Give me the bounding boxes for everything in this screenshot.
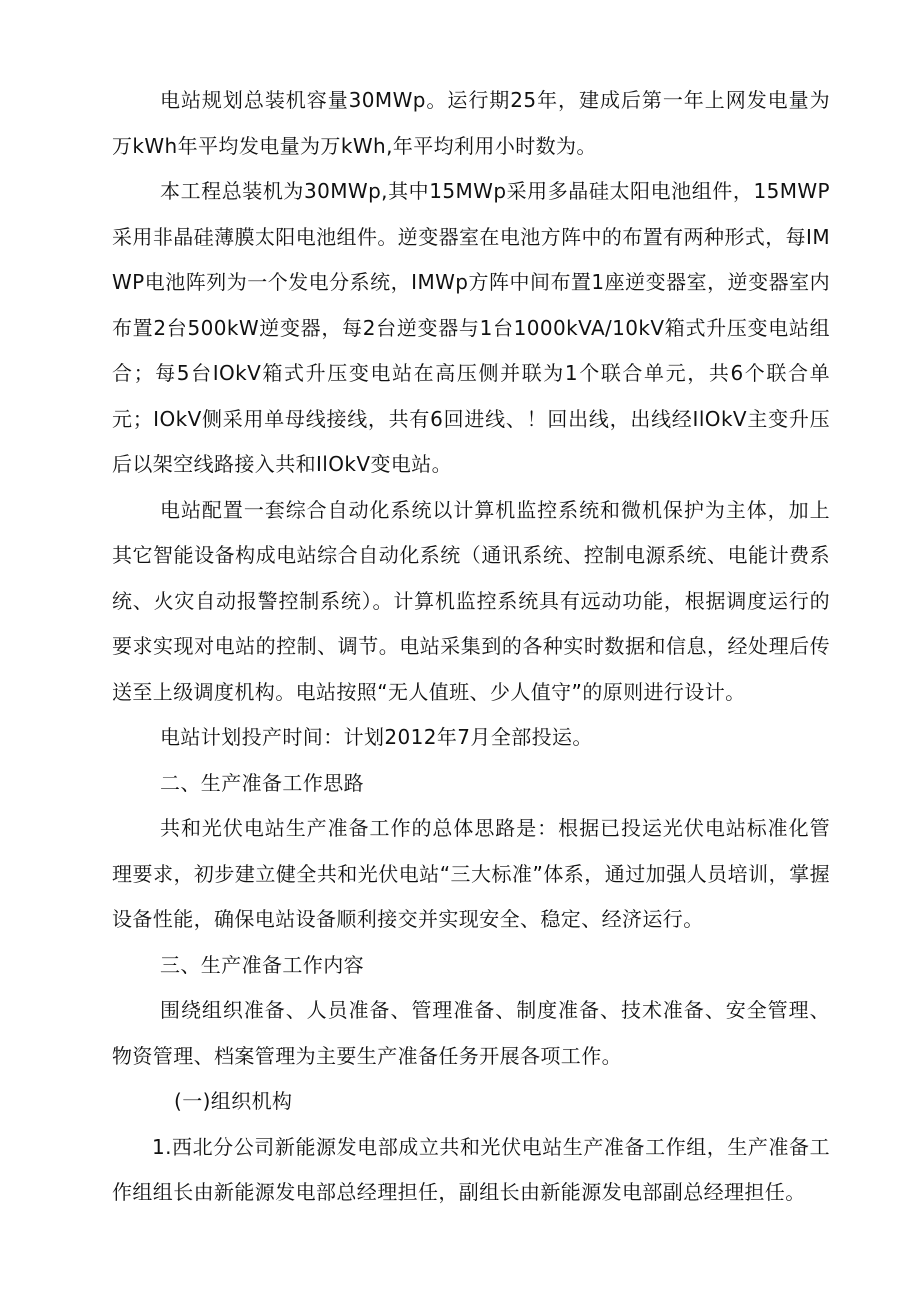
section-heading-2: 二、生产准备工作思路 — [160, 770, 364, 795]
subsection-heading-1: (一)组织机构 — [174, 1089, 293, 1113]
document-body — [112, 78, 830, 1216]
section-heading-3: 三、生产准备工作内容 — [160, 952, 364, 977]
paragraph-capacity: 电站规划总装机容量30MWp。运行期25年，建成后第一年上网发电量为万kWh年平均发电量为万kWh,年平均利用小时数为。 — [112, 88, 830, 158]
paragraph-approach: 共和光伏电站生产准备工作的总体思路是：根据已投运光伏电站标准化管理要求，初步建立健全共和光伏电站“三大标准”体系，通过加强人员培训，掌握设备性能，确保电站设备顺利接交并实现安全、稳定、经济运行。 — [112, 816, 830, 931]
list-item-1: 1.西北分公司新能源发电部成立共和光伏电站生产准备工作组，生产准备工作组组长由新能源发电部总经理担任，副组长由新能源发电部副总经理担任。 — [112, 1134, 830, 1204]
paragraph-tasks: 围绕组织准备、人员准备、管理准备、制度准备、技术准备、安全管理、物资管理、档案管理为主要生产准备任务开展各项工作。 — [112, 998, 830, 1068]
paragraph-installation: 本工程总装机为30MWp,其中15MWp采用多晶硅太阳电池组件，15MWP采用非晶硅薄膜太阳电池组件。逆变器室在电池方阵中的布置有两种形式，每IMWP电池阵列为一个发电分系统，IMWp方阵中间布置1座逆变器室，逆变器室内布置2台500kW逆变器，每2台逆变器与1台1000kVA/10kV箱式升压变电站组合；每5台IOkV箱式升压变电站在高压侧并联为1个联合单元，共6个联合单元；IOkV侧采用单母线接线，共有6回进线、！回出线，出线经IlOkV主变升压后以架空线路接入共和IlOkV变电站。 — [112, 179, 830, 476]
paragraph-automation: 电站配置一套综合自动化系统以计算机监控系统和微机保护为主体，加上其它智能设备构成电站综合自动化系统（通讯系统、控制电源系统、电能计费系统、火灾自动报警控制系统）。计算机监控系统具有远动功能，根据调度运行的要求实现对电站的控制、调节。电站采集到的各种实时数据和信息，经处理后传送至上级调度机构。电站按照“无人值班、少人值守”的原则进行设计。 — [112, 497, 830, 704]
paragraph-schedule: 电站计划投产时间：计划2012年7月全部投运。 — [160, 725, 593, 749]
